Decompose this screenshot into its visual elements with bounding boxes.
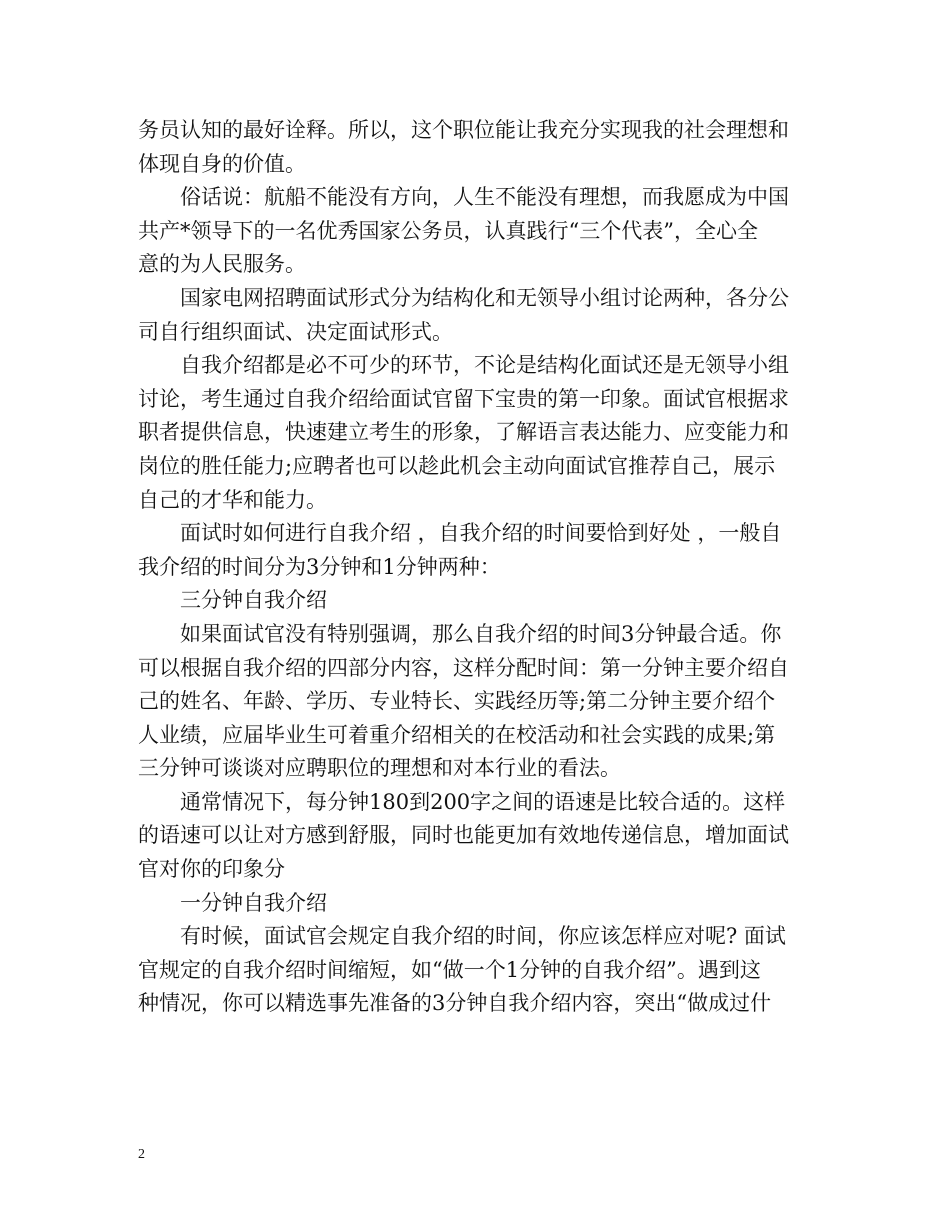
text-line: 可以根据自我介绍的四部分内容，这样分配时间：第一分钟主要介绍自 bbox=[138, 655, 789, 680]
document-body bbox=[138, 114, 814, 1021]
text-line: 的语速可以让对方感到舒服，同时也能更加有效地传递信息，增加面试 bbox=[138, 823, 789, 848]
text-line: 官规定的自我介绍时间缩短，如“做一个1分钟的自我介绍”。遇到这 bbox=[138, 957, 761, 982]
text-line: 自己的才华和能力。 bbox=[138, 487, 327, 512]
text-line: 国家电网招聘面试形式分为结构化和无领导小组讨论两种，各分公 bbox=[138, 285, 789, 310]
text-line: 讨论，考生通过自我介绍给面试官留下宝贵的第一印象。面试官根据求 bbox=[138, 386, 789, 411]
text-line: 我介绍的时间分为3分钟和1分钟两种： bbox=[138, 554, 501, 579]
page-number: 2 bbox=[138, 1147, 145, 1162]
text-line: 官对你的印象分 bbox=[138, 857, 285, 882]
text-line: 共产*领导下的一名优秀国家公务员，认真践行“三个代表”，全心全 bbox=[138, 218, 758, 243]
text-line: 三分钟自我介绍 bbox=[138, 588, 327, 613]
text-line: 俗话说：航船不能没有方向，人生不能没有理想，而我愿成为中国 bbox=[138, 185, 789, 210]
text-line: 司自行组织面试、决定面试形式。 bbox=[138, 319, 453, 344]
text-line: 如果面试官没有特别强调，那么自我介绍的时间3分钟最合适。你 bbox=[138, 621, 782, 646]
text-line: 己的姓名、年龄、学历、专业特长、实践经历等;第二分钟主要介绍个 bbox=[138, 689, 776, 714]
text-line: 一分钟自我介绍 bbox=[138, 890, 327, 915]
text-line: 职者提供信息，快速建立考生的形象，了解语言表达能力、应变能力和 bbox=[138, 420, 789, 445]
text-line: 三分钟可谈谈对应聘职位的理想和对本行业的看法。 bbox=[138, 756, 621, 781]
text-line: 自我介绍都是必不可少的环节，不论是结构化面试还是无领导小组 bbox=[138, 353, 789, 378]
text-line: 通常情况下，每分钟180到200字之间的语速是比较合适的。这样 bbox=[138, 789, 786, 814]
text-line: 岗位的胜任能力;应聘者也可以趁此机会主动向面试官推荐自己，展示 bbox=[138, 453, 776, 478]
text-line: 意的为人民服务。 bbox=[138, 252, 306, 277]
text-line: 人业绩，应届毕业生可着重介绍相关的在校活动和社会实践的成果;第 bbox=[138, 722, 776, 747]
text-line: 有时候，面试官会规定自我介绍的时间，你应该怎样应对呢? 面试 bbox=[138, 924, 786, 949]
text-line: 体现自身的价值。 bbox=[138, 151, 306, 176]
text-line: 面试时如何进行自我介绍 ，自我介绍的时间要恰到好处 ，一般自 bbox=[138, 521, 782, 546]
text-line: 种情况，你可以精选事先准备的3分钟自我介绍内容，突出“做成过什 bbox=[138, 991, 772, 1016]
text-line: 务员认知的最好诠释。所以，这个职位能让我充分实现我的社会理想和 bbox=[138, 118, 789, 142]
